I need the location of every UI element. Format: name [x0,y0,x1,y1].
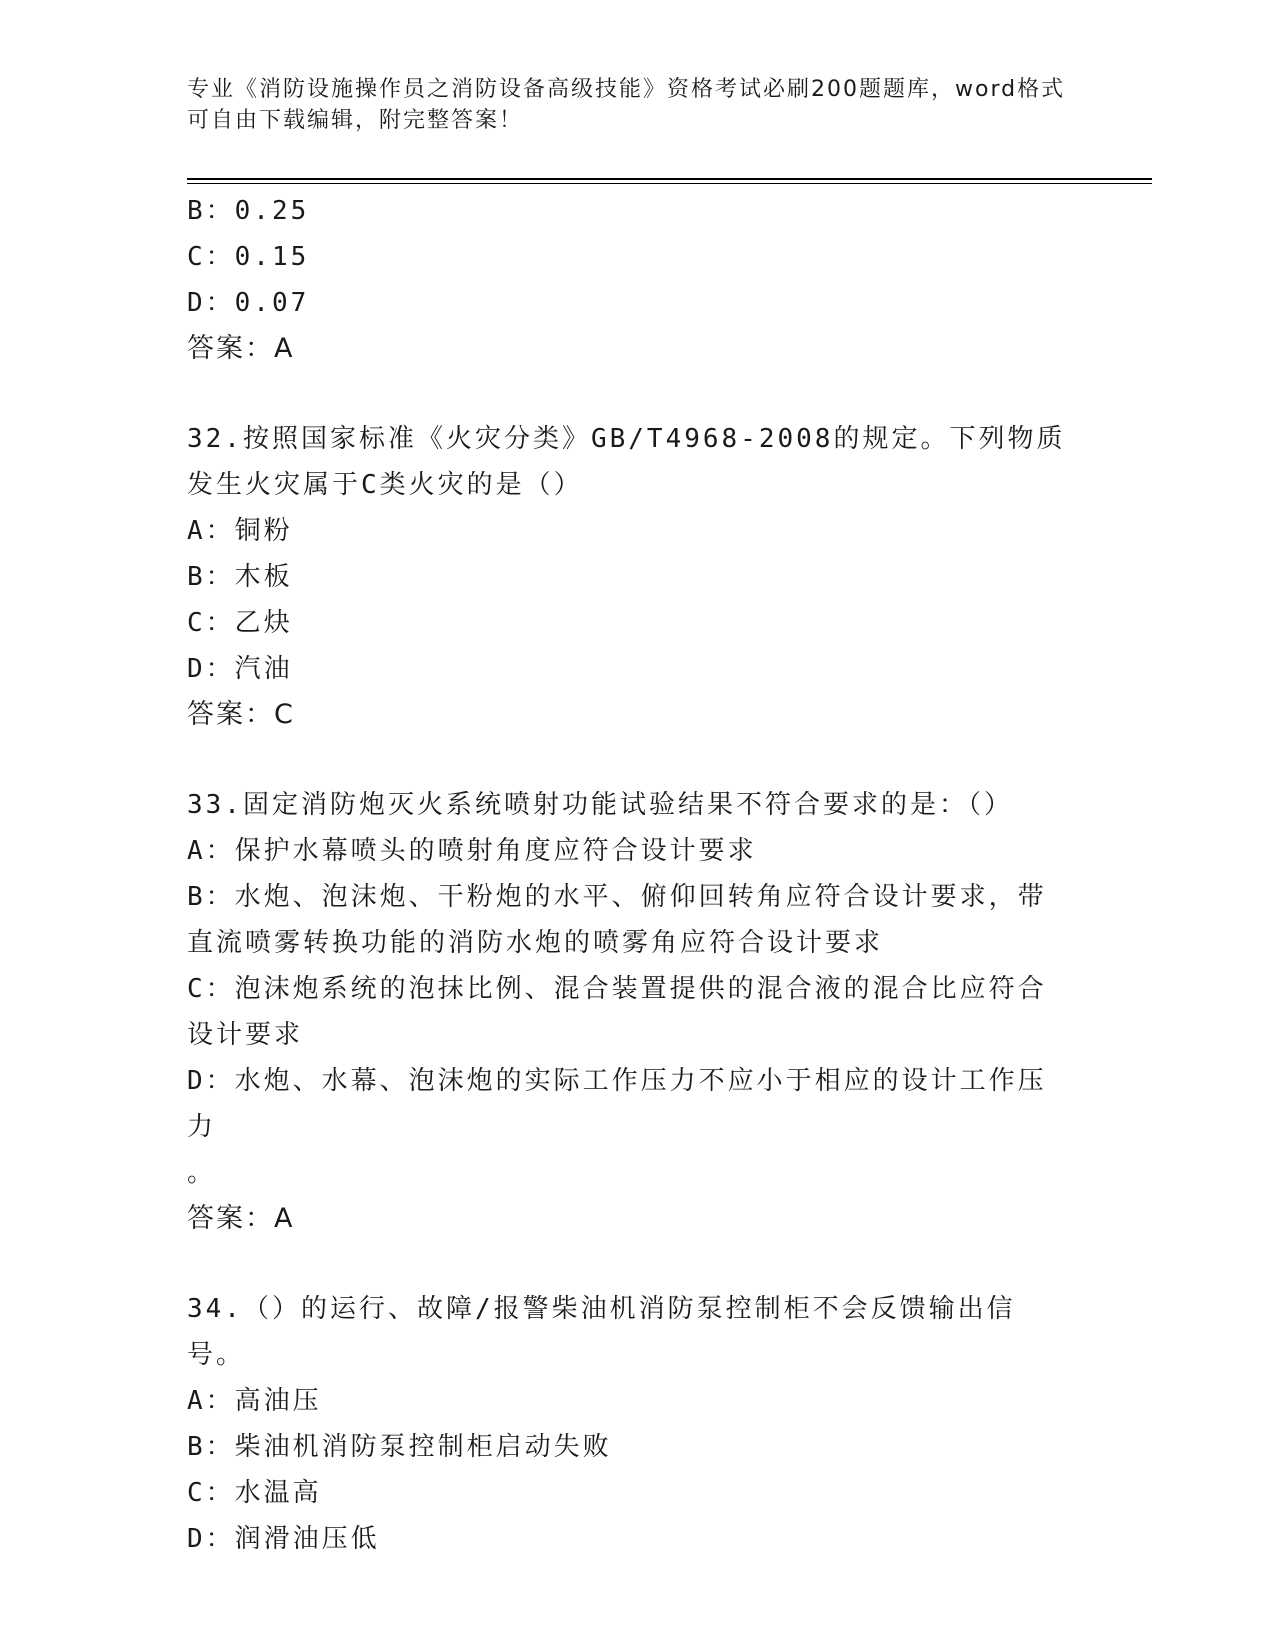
answer-line: 答案：A [187,1203,295,1234]
document-header: 专业《消防设施操作员之消防设备高级技能》资格考试必刷200题题库，word格式可自由下载编辑，附完整答案！ [187,77,1066,133]
answer-line: 答案：A [187,333,295,364]
option-b: B：柴油机消防泵控制柜启动失败 [187,1432,612,1462]
answer-line: 答案：C [187,699,295,730]
option-d-tail: 。 [187,1158,217,1188]
spacer [187,738,1067,782]
spacer [187,372,1067,416]
option-c: C：乙炔 [187,608,293,638]
option-b: B：水炮、泡沫炮、干粉炮的水平、俯仰回转角应符合设计要求，带直流喷雾转换功能的消防水炮的喷雾角应符合设计要求 [187,882,1047,958]
question-32 [187,416,1067,738]
option-c: C：0.15 [187,242,310,272]
option-d: D：润滑油压低 [187,1524,380,1554]
option-d: D：汽油 [187,654,293,684]
question-text: 34.（）的运行、故障/报警柴油机消防泵控制柜不会反馈输出信号。 [187,1294,1016,1370]
header-rule-thick [187,178,1152,180]
option-d: D：0.07 [187,288,310,318]
option-d: D：水炮、水幕、泡沫炮的实际工作压力不应小于相应的设计工作压力 [187,1066,1047,1142]
option-c: C：水温高 [187,1478,322,1508]
option-a: A：高油压 [187,1386,322,1416]
question-31-tail [187,188,1067,372]
option-b: B：木板 [187,562,293,592]
option-a: A：保护水幕喷头的喷射角度应符合设计要求 [187,836,757,866]
option-c: C：泡沫炮系统的泡抹比例、混合装置提供的混合液的混合比应符合设计要求 [187,974,1047,1050]
option-b: B：0.25 [187,196,310,226]
question-content [187,188,1067,1562]
option-a: A：铜粉 [187,516,293,546]
question-text: 33.固定消防炮灭火系统喷射功能试验结果不符合要求的是：（） [187,790,1013,820]
question-text: 32.按照国家标准《火灾分类》GB/T4968-2008的规定。下列物质发生火灾属于C类火灾的是（） [187,424,1066,500]
question-34 [187,1286,1067,1562]
header-rule-thin [187,183,1152,184]
spacer [187,1242,1067,1286]
question-33 [187,782,1067,1242]
